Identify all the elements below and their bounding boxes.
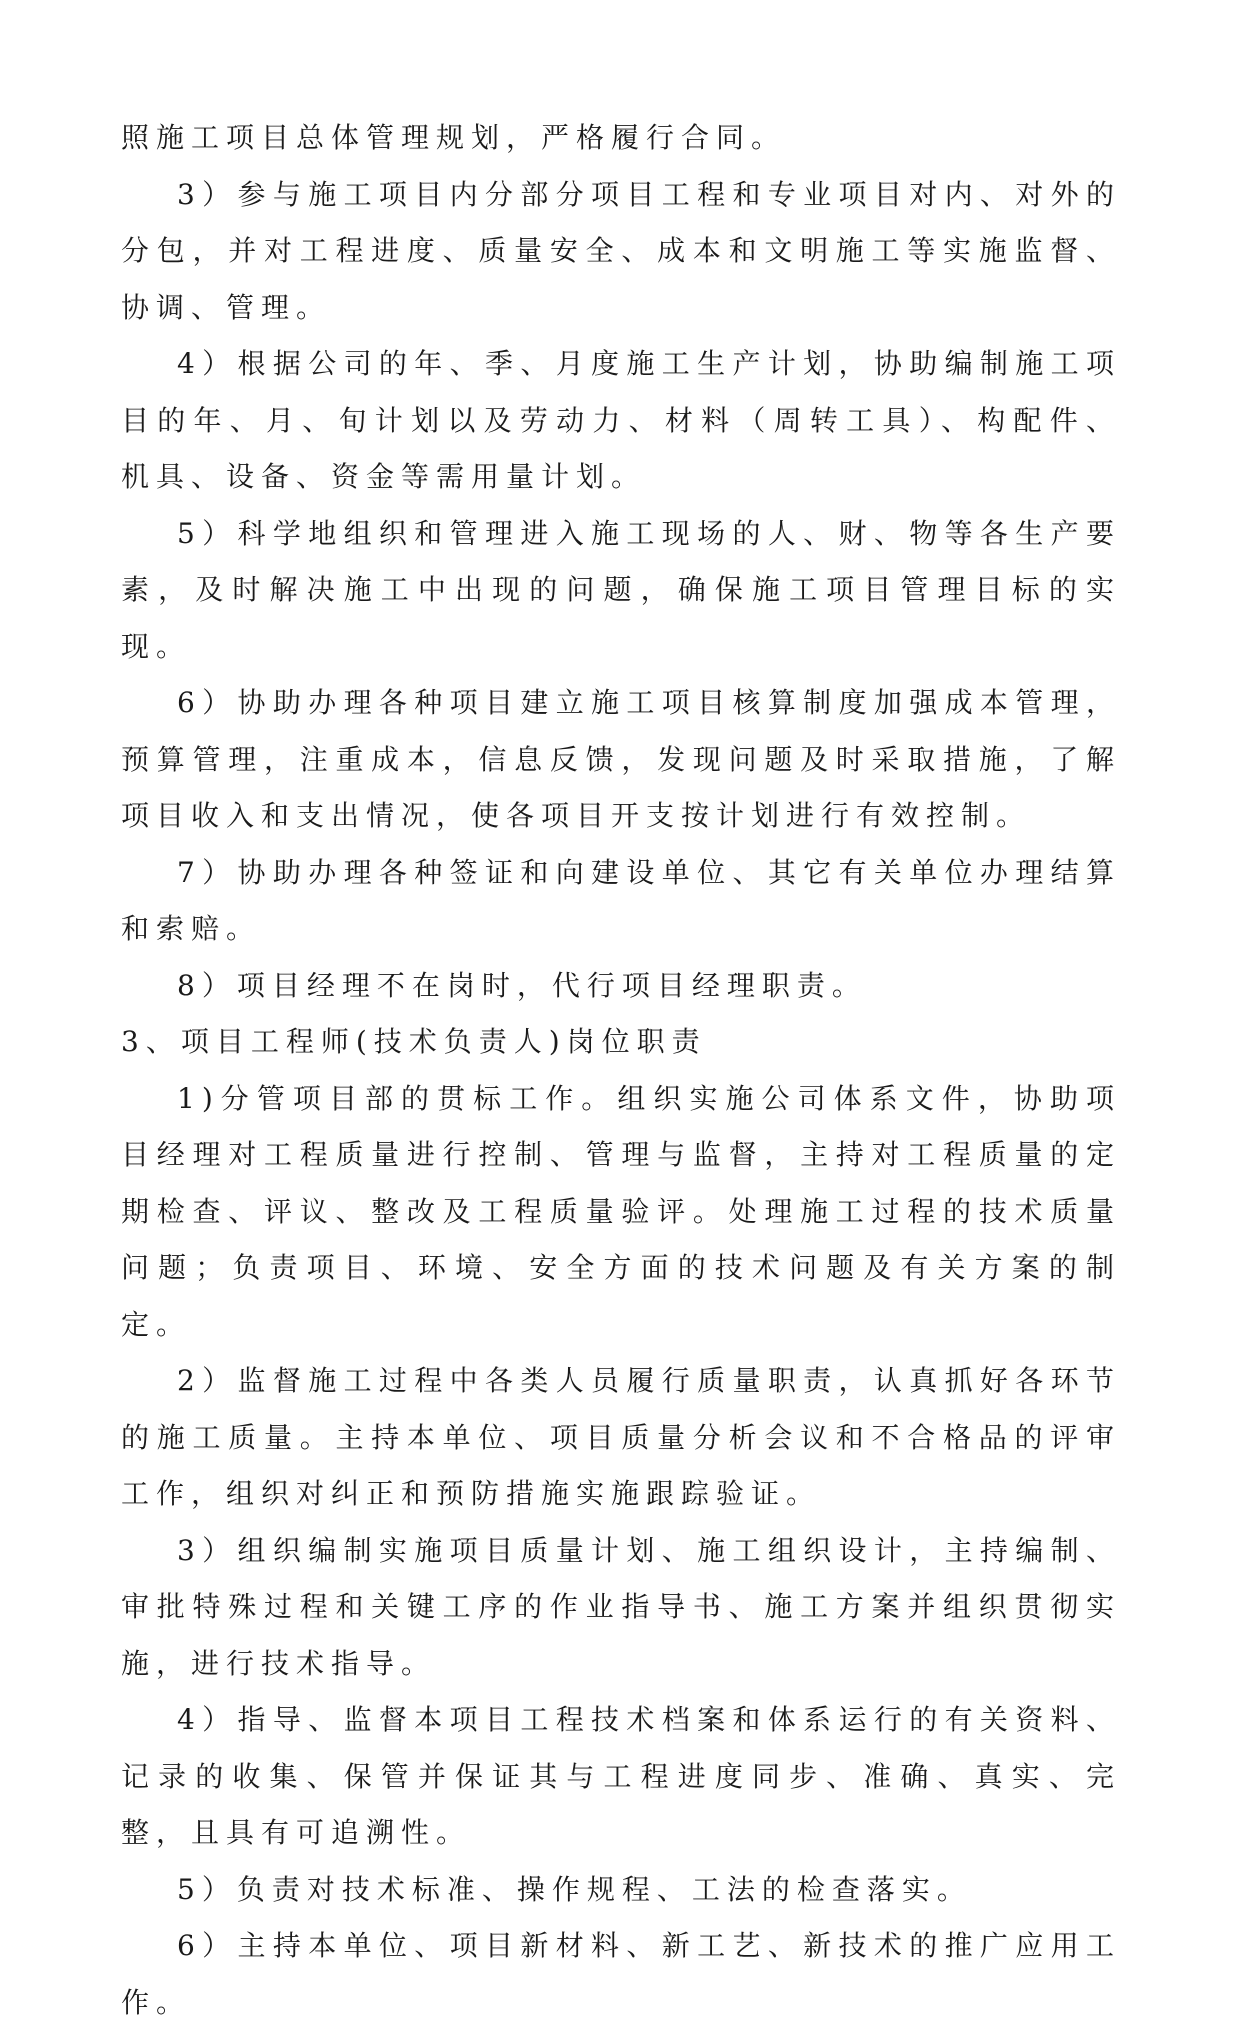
paragraph-engineer-5: 5）负责对技术标准、操作规程、工法的检查落实。 bbox=[177, 1872, 972, 1906]
paragraph-continuation: 照施工项目总体管理规划，严格履行合同。 bbox=[121, 121, 787, 154]
paragraph-item-7: 7）协助办理各种签证和向建设单位、其它有关单位办理结算和索赔。 bbox=[121, 855, 1121, 945]
paragraph-item-8: 8）项目经理不在岗时，代行项目经理职责。 bbox=[177, 968, 867, 1002]
paragraph-engineer-4: 4）指导、监督本项目工程技术档案和体系运行的有关资料、记录的收集、保管并保证其与工程进度同步、准确、真实、完整，且具有可追溯性。 bbox=[121, 1703, 1121, 1849]
document-body bbox=[121, 110, 1121, 2031]
paragraph-engineer-1: 1)分管项目部的贯标工作。组织实施公司体系文件，协助项目经理对工程质量进行控制、管理与监督，主持对工程质量的定期检查、评议、整改及工程质量验评。处理施工过程的技术质量问题；负责项目、环境、安全方面的技术问题及有关方案的制定。 bbox=[121, 1081, 1121, 1341]
paragraph-item-3: 3）参与施工项目内分部分项目工程和专业项目对内、对外的分包，并对工程进度、质量安全、成本和文明施工等实施监督、协调、管理。 bbox=[121, 177, 1121, 324]
paragraph-item-5: 5）科学地组织和管理进入施工现场的人、财、物等各生产要素，及时解决施工中出现的问题，确保施工项目管理目标的实现。 bbox=[121, 516, 1121, 663]
paragraph-item-6: 6）协助办理各种项目建立施工项目核算制度加强成本管理，预算管理，注重成本，信息反馈，发现问题及时采取措施，了解项目收入和支出情况，使各项目开支按计划进行有效控制。 bbox=[121, 686, 1121, 832]
paragraph-item-4: 4）根据公司的年、季、月度施工生产计划，协助编制施工项目的年、月、旬计划以及劳动力、材料（周转工具）、构配件、机具、设备、资金等需用量计划。 bbox=[121, 347, 1121, 493]
section-heading: 3、项目工程师(技术负责人)岗位职责 bbox=[121, 1025, 707, 1058]
paragraph-engineer-3: 3）组织编制实施项目质量计划、施工组织设计，主持编制、审批特殊过程和关键工序的作业指导书、施工方案并组织贯彻实施，进行技术指导。 bbox=[121, 1533, 1121, 1680]
paragraph-engineer-2: 2）监督施工过程中各类人员履行质量职责，认真抓好各环节的施工质量。主持本单位、项目质量分析会议和不合格品的评审工作，组织对纠正和预防措施实施跟踪验证。 bbox=[121, 1364, 1121, 1510]
paragraph-engineer-6: 6）主持本单位、项目新材料、新工艺、新技术的推广应用工作。 bbox=[121, 1929, 1121, 2019]
